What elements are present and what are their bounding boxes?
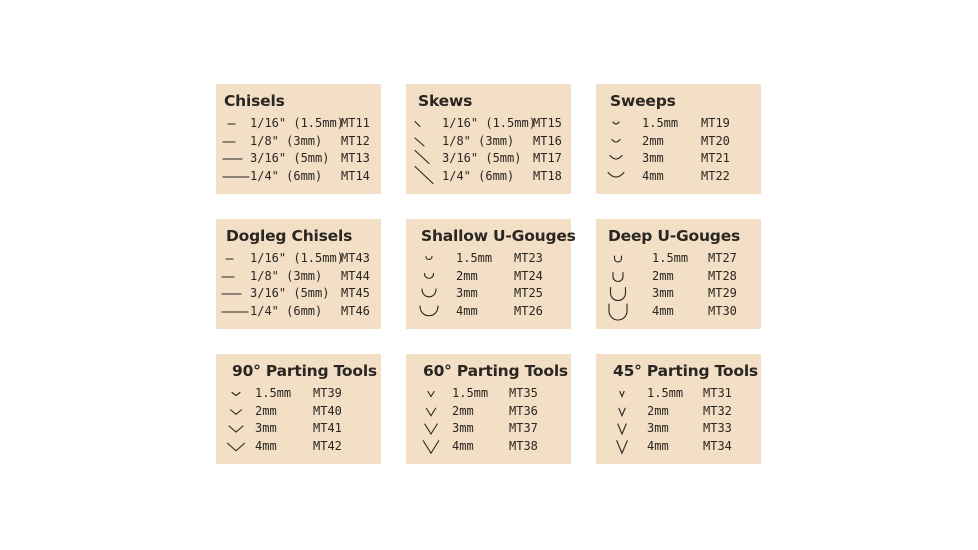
tool-size: 3mm (642, 151, 664, 165)
tool-row (406, 268, 571, 285)
tool-code: MT41 (313, 421, 342, 435)
profile-stroke (609, 304, 627, 320)
tool-code: MT37 (509, 421, 538, 435)
v-parting-45-icon (614, 385, 646, 402)
tool-code: MT32 (703, 403, 732, 418)
tool-row (216, 420, 381, 437)
tool-row (216, 403, 381, 420)
tool-size: 1/4" (6mm) (250, 303, 323, 318)
tool-size: 1/8" (3mm) (442, 133, 515, 148)
tool-size: 3mm (456, 286, 478, 300)
v-parting-45-icon (614, 438, 646, 455)
deep-u-gouge-icon (608, 303, 640, 320)
tool-card (596, 354, 761, 464)
tool-size: 3mm (647, 421, 669, 435)
profile-stroke (619, 408, 625, 416)
profile-stroke (613, 122, 619, 124)
card-title: Deep U-Gouges (608, 227, 741, 245)
tool-size: 2mm (642, 133, 664, 148)
tool-card (596, 84, 761, 194)
tool-card (406, 84, 571, 194)
tool-row (406, 420, 571, 437)
shallow-u-gouge-icon (419, 268, 451, 285)
tool-card (406, 354, 571, 464)
profile-stroke (232, 393, 240, 396)
tool-code: MT46 (341, 303, 370, 318)
tool-row (216, 250, 381, 267)
tool-row (596, 385, 761, 402)
tool-size: 1/8" (3mm) (250, 268, 323, 283)
tool-code: MT18 (533, 168, 562, 183)
tool-row (406, 438, 571, 455)
tool-row (406, 133, 571, 150)
tool-code: MT17 (533, 151, 562, 165)
tool-code: MT36 (509, 403, 538, 418)
tool-size: 1.5mm (652, 251, 689, 265)
tool-row (216, 115, 381, 132)
tool-size: 3mm (652, 286, 674, 300)
profile-stroke (428, 392, 434, 397)
deep-u-gouge-icon (608, 250, 640, 267)
tool-code: MT35 (509, 386, 538, 400)
tool-row (406, 385, 571, 402)
tool-size: 2mm (452, 403, 474, 418)
profile-stroke (231, 409, 242, 414)
tool-row (596, 150, 761, 167)
tool-row (406, 115, 571, 132)
tool-code: MT40 (313, 403, 342, 418)
v-parting-60-icon (423, 385, 455, 402)
tool-size: 3/16" (5mm) (442, 151, 522, 165)
tool-size: 4mm (452, 438, 474, 453)
tool-size: 4mm (456, 303, 478, 318)
tool-row (406, 403, 571, 420)
tool-size: 2mm (456, 268, 478, 283)
profile-stroke (611, 288, 626, 301)
profile-stroke (617, 440, 628, 453)
tool-row (406, 250, 571, 267)
card-title: 60° Parting Tools (423, 362, 568, 380)
profile-stroke (426, 257, 432, 260)
tool-code: MT14 (341, 168, 370, 183)
tool-code: MT12 (341, 133, 370, 148)
tool-row (596, 133, 761, 150)
tool-code: MT39 (313, 386, 342, 400)
tool-code: MT23 (514, 251, 543, 265)
tool-row (216, 303, 381, 320)
shallow-u-gouge-icon (419, 303, 451, 320)
profile-stroke (425, 424, 437, 434)
tool-size: 1/4" (6mm) (250, 168, 323, 183)
tool-row (216, 268, 381, 285)
tool-code: MT34 (703, 438, 732, 453)
v-parting-45-icon (614, 420, 646, 437)
card-title: 45° Parting Tools (613, 362, 758, 380)
tool-row (596, 168, 761, 185)
tool-code: MT25 (514, 286, 543, 300)
tool-code: MT42 (313, 438, 342, 453)
shallow-u-gouge-icon (419, 285, 451, 302)
profile-stroke (415, 138, 424, 146)
profile-stroke (612, 139, 620, 142)
dogleg-chisel-icon (221, 268, 253, 285)
tool-code: MT21 (701, 151, 730, 165)
tool-row (406, 285, 571, 302)
profile-stroke (613, 272, 623, 281)
profile-stroke (415, 166, 433, 183)
profile-stroke (423, 440, 439, 453)
profile-stroke (228, 443, 245, 451)
tool-size: 2mm (647, 403, 669, 418)
card-title: Sweeps (610, 92, 676, 110)
tool-row (596, 438, 761, 455)
tool-row (216, 285, 381, 302)
deep-u-gouge-icon (608, 285, 640, 302)
tool-size: 1/16" (1.5mm) (442, 116, 536, 130)
tool-card (216, 84, 381, 194)
tool-size: 3mm (255, 421, 277, 435)
sweep-gouge-icon (608, 168, 640, 185)
deep-u-gouge-icon (608, 268, 640, 285)
tool-code: MT44 (341, 268, 370, 283)
tool-card (596, 219, 761, 329)
profile-stroke (608, 172, 624, 177)
profile-stroke (618, 424, 626, 434)
tool-row (406, 168, 571, 185)
tool-size: 4mm (255, 438, 277, 453)
profile-stroke (610, 156, 622, 160)
tool-row (596, 403, 761, 420)
tool-size: 1.5mm (255, 386, 292, 400)
tool-row (216, 438, 381, 455)
tool-code: MT30 (708, 303, 737, 318)
card-title: Shallow U-Gouges (421, 227, 576, 245)
tool-row (216, 150, 381, 167)
tool-row (596, 420, 761, 437)
profile-stroke (422, 289, 436, 297)
tool-size: 1/4" (6mm) (442, 168, 515, 183)
tool-row (406, 303, 571, 320)
tool-code: MT24 (514, 268, 543, 283)
tool-size: 1.5mm (452, 386, 489, 400)
card-title: Chisels (224, 92, 285, 110)
tool-row (596, 115, 761, 132)
profile-stroke (426, 408, 435, 416)
tool-code: MT26 (514, 303, 543, 318)
tool-size: 3mm (452, 421, 474, 435)
tool-code: MT16 (533, 133, 562, 148)
tool-size: 1/16" (1.5mm) (250, 116, 344, 130)
tool-code: MT20 (701, 133, 730, 148)
dogleg-chisel-icon (221, 285, 253, 302)
tool-code: MT38 (509, 438, 538, 453)
profile-stroke (229, 426, 243, 432)
tool-code: MT13 (341, 151, 370, 165)
tool-size: 3/16" (5mm) (250, 286, 330, 300)
tool-row (216, 133, 381, 150)
v-parting-60-icon (423, 403, 455, 420)
tool-card (216, 354, 381, 464)
tool-card (406, 219, 576, 329)
tool-code: MT19 (701, 116, 730, 130)
tool-code: MT11 (341, 116, 370, 130)
tool-code: MT22 (701, 168, 730, 183)
tool-size: 2mm (652, 268, 674, 283)
tool-code: MT15 (533, 116, 562, 130)
dogleg-chisel-icon (221, 250, 253, 267)
tool-row (596, 303, 761, 320)
card-title: 90° Parting Tools (232, 362, 377, 380)
tool-size: 3/16" (5mm) (250, 151, 330, 165)
tool-size: 1/8" (3mm) (250, 133, 323, 148)
sweep-gouge-icon (608, 115, 640, 132)
card-title: Dogleg Chisels (226, 227, 353, 245)
profile-stroke (415, 122, 420, 127)
tool-row (596, 250, 761, 267)
v-parting-45-icon (614, 403, 646, 420)
sweep-gouge-icon (608, 133, 640, 150)
profile-stroke (415, 151, 429, 164)
dogleg-chisel-icon (221, 303, 253, 320)
tool-row (216, 168, 381, 185)
tool-code: MT27 (708, 251, 737, 265)
tool-size: 1.5mm (642, 116, 679, 130)
profile-stroke (620, 392, 624, 397)
tool-card (216, 219, 381, 329)
tool-code: MT28 (708, 268, 737, 283)
shallow-u-gouge-icon (419, 250, 451, 267)
tool-size: 2mm (255, 403, 277, 418)
tool-size: 1/16" (1.5mm) (250, 251, 344, 265)
v-parting-60-icon (423, 438, 455, 455)
tool-code: MT45 (341, 286, 370, 300)
profile-stroke (425, 273, 434, 278)
tool-row (216, 385, 381, 402)
profile-stroke (420, 306, 438, 316)
tool-size: 4mm (652, 303, 674, 318)
card-title: Skews (418, 92, 473, 110)
tool-size: 1.5mm (647, 386, 684, 400)
tool-size: 4mm (647, 438, 669, 453)
tool-row (596, 285, 761, 302)
tool-size: 1.5mm (456, 251, 493, 265)
tool-row (406, 150, 571, 167)
profile-stroke (615, 256, 622, 262)
sweep-gouge-icon (608, 150, 640, 167)
tool-code: MT43 (341, 251, 370, 265)
tool-row (596, 268, 761, 285)
tool-code: MT31 (703, 386, 732, 400)
tool-size: 4mm (642, 168, 664, 183)
tool-code: MT33 (703, 421, 732, 435)
v-parting-60-icon (423, 420, 455, 437)
tool-code: MT29 (708, 286, 737, 300)
